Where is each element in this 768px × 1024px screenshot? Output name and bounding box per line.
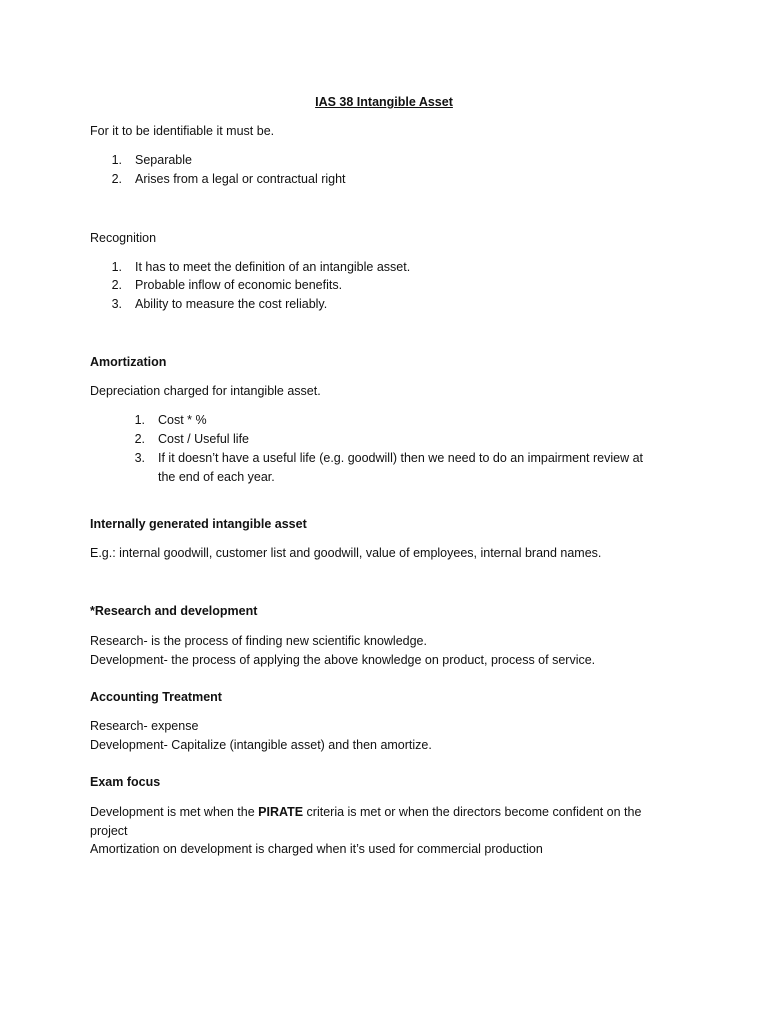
list-item-text: Ability to measure the cost reliably.	[135, 297, 328, 311]
list-item-text: Probable inflow of economic benefits.	[135, 278, 343, 292]
list-item-number: 3.	[134, 451, 145, 465]
list-item-number: 2.	[111, 172, 122, 186]
rnd-research-line: Research- is the process of finding new scientific knowledge.	[90, 634, 427, 648]
list-item-continuation: the end of each year.	[158, 470, 275, 484]
rnd-development-line: Development- the process of applying the above knowledge on product, process of service.	[90, 653, 596, 667]
document-title: IAS 38 Intangible Asset	[315, 95, 453, 109]
accounting-research-line: Research- expense	[90, 719, 199, 733]
internal-text: E.g.: internal goodwill, customer list and goodwill, value of employees, internal brand names.	[90, 546, 602, 560]
list-item-text: Cost * %	[158, 413, 207, 427]
list-item-number: 2.	[134, 432, 145, 446]
recognition-heading: Recognition	[90, 231, 157, 245]
internal-heading: Internally generated intangible asset	[90, 517, 307, 531]
list-item-text: If it doesn’t have a useful life (e.g. goodwill) then we need to do an impairment review at	[158, 451, 643, 465]
exam-line-1	[90, 804, 641, 820]
list-item-text: Separable	[135, 153, 192, 167]
list-item-number: 3.	[111, 297, 122, 311]
accounting-development-line: Development- Capitalize (intangible asset) and then amortize.	[90, 738, 432, 752]
exam-line-1-end: criteria is met or when the directors become confident on the	[303, 805, 642, 819]
list-item-text: It has to meet the definition of an intangible asset.	[135, 260, 411, 274]
rnd-heading: *Research and development	[90, 604, 258, 618]
accounting-heading: Accounting Treatment	[90, 690, 222, 704]
exam-heading: Exam focus	[90, 775, 161, 789]
list-item-number: 1.	[111, 260, 122, 274]
exam-line-1-start: Development is met when the	[90, 805, 259, 819]
list-item-text: Arises from a legal or contractual right	[135, 172, 346, 186]
list-item-number: 2.	[111, 278, 122, 292]
list-item-text: Cost / Useful life	[158, 432, 250, 446]
exam-line-2: Amortization on development is charged when it’s used for commercial production	[90, 842, 543, 856]
identifiable-intro: For it to be identifiable it must be.	[90, 124, 275, 138]
amortization-heading: Amortization	[90, 355, 167, 369]
exam-line-1-continuation: project	[90, 824, 128, 838]
amortization-intro: Depreciation charged for intangible asset.	[90, 384, 321, 398]
pirate-keyword: PIRATE	[258, 805, 304, 819]
list-item-number: 1.	[111, 153, 122, 167]
list-item-number: 1.	[134, 413, 145, 427]
